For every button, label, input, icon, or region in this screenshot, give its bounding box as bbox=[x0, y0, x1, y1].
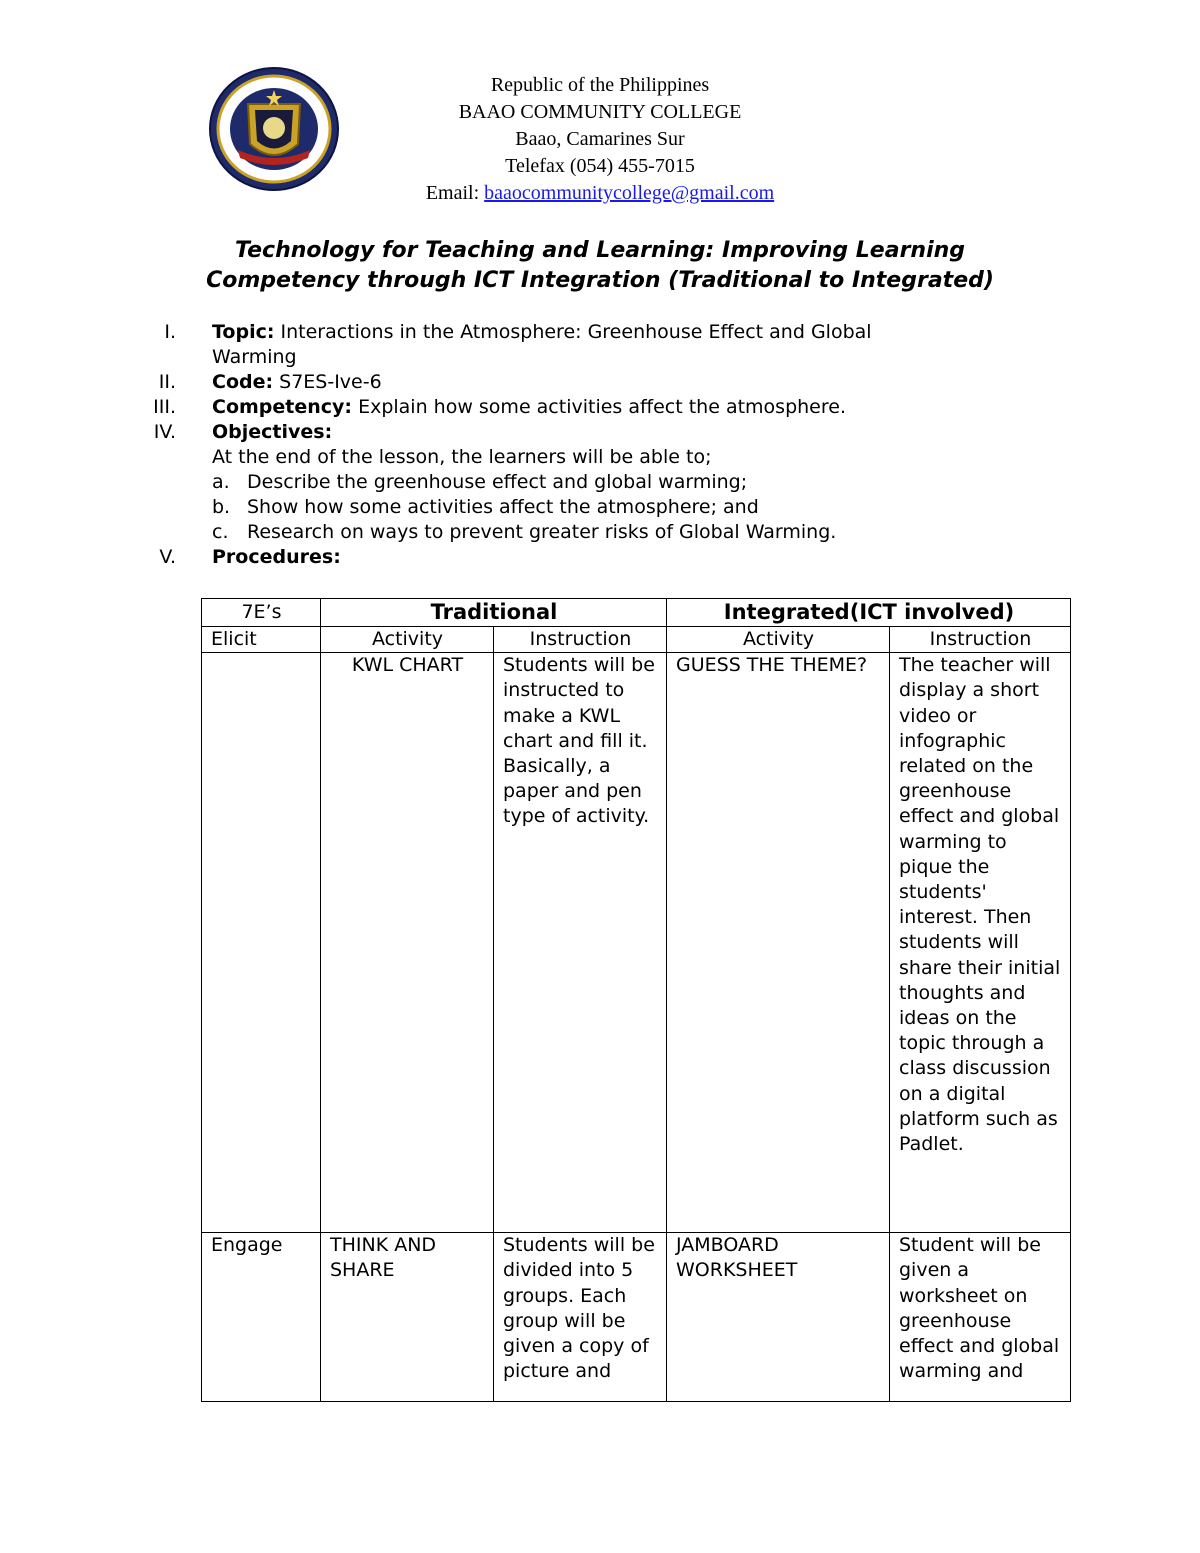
table-header-row bbox=[202, 599, 1071, 627]
traditional-activity-cell: THINK AND SHARE bbox=[321, 1233, 494, 1402]
integrated-instruction-cell: Student will be given a worksheet on greenhouse effect and global warming and bbox=[890, 1233, 1071, 1402]
subheader-activity: Activity bbox=[667, 627, 890, 653]
objective-text: Describe the greenhouse effect and global warming; bbox=[247, 471, 748, 493]
code-value: S7ES-Ive-6 bbox=[273, 371, 382, 393]
outline-number: II. bbox=[158, 371, 176, 393]
table-subheader-row bbox=[202, 627, 1071, 653]
lesson-outline bbox=[0, 320, 1200, 570]
stage-cell bbox=[202, 653, 321, 1233]
objective-letter: c. bbox=[212, 521, 229, 543]
objective-text: Show how some activities affect the atmosphere; and bbox=[247, 496, 759, 518]
traditional-instruction-cell: Students will be instructed to make a KWL chart and fill it. Basically, a paper and pen type of activity. bbox=[494, 653, 667, 1233]
subheader-activity: Activity bbox=[321, 627, 494, 653]
letterhead bbox=[300, 72, 900, 207]
procedures-table bbox=[201, 598, 1071, 1402]
objectives-heading bbox=[212, 420, 992, 445]
competency-label: Competency: bbox=[212, 396, 353, 418]
email-line bbox=[300, 180, 900, 207]
competency-value: Explain how some activities affect the atmosphere. bbox=[352, 396, 846, 418]
outline-procedures bbox=[0, 545, 1200, 570]
outline-number: I. bbox=[164, 321, 176, 343]
header-traditional: Traditional bbox=[321, 599, 667, 627]
college-name: BAAO COMMUNITY COLLEGE bbox=[458, 101, 742, 123]
objective-item bbox=[0, 520, 1200, 545]
integrated-activity-cell: JAMBOARD WORKSHEET bbox=[667, 1233, 890, 1402]
procedures-heading bbox=[212, 545, 992, 570]
objective-text: Research on ways to prevent greater risks of Global Warming. bbox=[247, 521, 837, 543]
objectives-intro-row bbox=[0, 445, 1200, 470]
objectives-intro: At the end of the lesson, the learners will be able to; bbox=[212, 446, 712, 468]
integrated-activity-cell: GUESS THE THEME? bbox=[667, 653, 890, 1233]
topic-text bbox=[212, 320, 992, 370]
outline-number: IV. bbox=[153, 421, 176, 443]
email-label: Email: bbox=[425, 182, 485, 204]
stage-cell: Engage bbox=[202, 1233, 321, 1402]
header-integrated: Integrated(ICT involved) bbox=[667, 599, 1071, 627]
topic-value-cont: Warming bbox=[212, 346, 297, 368]
email-link[interactable]: baaocommunitycollege@gmail.com bbox=[484, 182, 775, 204]
header-7es: 7E’s bbox=[202, 599, 321, 627]
competency-text bbox=[212, 395, 992, 420]
code-label: Code: bbox=[212, 371, 274, 393]
objective-item bbox=[0, 495, 1200, 520]
topic-value: Interactions in the Atmosphere: Greenhouse Effect and Global bbox=[274, 321, 872, 343]
outline-code bbox=[0, 370, 1200, 395]
procedures-label: Procedures: bbox=[212, 546, 341, 568]
outline-number: V. bbox=[159, 546, 176, 568]
outline-competency bbox=[0, 395, 1200, 420]
integrated-instruction-cell: The teacher will display a short video or infographic related on the greenhouse effect and global warming to pique the students' interest. Then students will share their initial thoughts and ideas on the topic through a class discussion on a digital platform such as Padlet. bbox=[890, 653, 1071, 1233]
republic-line: Republic of the Philippines bbox=[490, 74, 710, 96]
subheader-instruction: Instruction bbox=[890, 627, 1071, 653]
topic-label: Topic: bbox=[212, 321, 275, 343]
college-address: Baao, Camarines Sur bbox=[515, 128, 685, 150]
document-title bbox=[100, 236, 1100, 296]
title-line-2: Competency through ICT Integration (Traditional to Integrated) bbox=[206, 268, 994, 293]
traditional-instruction-cell: Students will be divided into 5 groups. Each group will be given a copy of picture and bbox=[494, 1233, 667, 1402]
table-row bbox=[202, 1233, 1071, 1402]
subheader-instruction: Instruction bbox=[494, 627, 667, 653]
objective-letter: a. bbox=[212, 471, 230, 493]
outline-objectives bbox=[0, 420, 1200, 445]
code-text bbox=[212, 370, 992, 395]
objective-item bbox=[0, 470, 1200, 495]
traditional-activity-cell: KWL CHART bbox=[321, 653, 494, 1233]
telefax: Telefax (054) 455-7015 bbox=[505, 155, 695, 177]
outline-topic bbox=[0, 320, 1200, 370]
outline-number: III. bbox=[153, 396, 176, 418]
objective-letter: b. bbox=[212, 496, 231, 518]
table-row bbox=[202, 653, 1071, 1233]
subheader-elicit: Elicit bbox=[202, 627, 321, 653]
objectives-label: Objectives: bbox=[212, 421, 333, 443]
title-line-1: Technology for Teaching and Learning: Improving Learning bbox=[234, 238, 966, 263]
